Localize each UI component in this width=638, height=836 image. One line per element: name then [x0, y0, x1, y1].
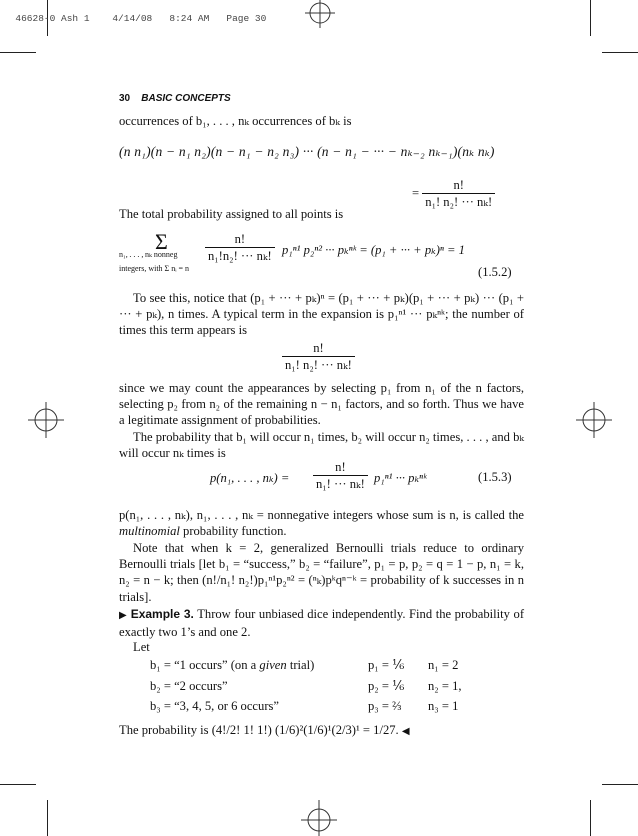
multinomial-rhs: p₁ⁿ¹ ··· pₖⁿᵏ [374, 471, 427, 485]
typical-denominator: n₁! n₂! ··· nₖ! [285, 358, 352, 372]
end-of-example-icon: ◀ [401, 726, 410, 737]
typical-term-fraction [282, 341, 355, 373]
row-2-event: b₂ = “2 occurs” [150, 679, 228, 693]
slug-page: Page 30 [226, 13, 267, 24]
multinomial-fraction [313, 460, 368, 492]
print-slug [4, 2, 266, 24]
example-label: Example 3. [130, 607, 194, 621]
equation-number-153: (1.5.3) [478, 470, 512, 484]
section-title: BASIC CONCEPTS [141, 93, 231, 104]
final-probability-line [119, 722, 524, 740]
page-number: 30 [119, 93, 131, 104]
example-3 [119, 606, 524, 640]
binomial-product-result: = $\frac{n!}{\text{n₁! n₂! ··· nₖ!}}$ [412, 178, 495, 210]
row-1-count: n₁ = 2 [428, 658, 459, 672]
registration-mark-bottom [301, 800, 337, 836]
row-3-event: b₃ = “3, 4, 5, or 6 occurs” [150, 699, 279, 713]
row-2-count: n₂ = 1, [428, 679, 462, 693]
example-let: Let [133, 640, 150, 654]
slug-date: 4/14/08 [112, 13, 153, 24]
multinomial-denominator: n₁! ··· nₖ! [316, 477, 365, 491]
crop-mark-bottom-left-v [47, 800, 48, 836]
registration-mark-left [28, 402, 64, 438]
example-arrow-icon: ▶ [119, 610, 128, 621]
multinomial-lhs: p(n₁, . . . , nₖ) = [210, 471, 290, 485]
row-3-prob: p₃ = ⅔ [368, 699, 402, 713]
registration-mark-right [576, 402, 612, 438]
paragraph-total-probability: The total probability assigned to all points is [119, 207, 344, 221]
sum-rhs: p₁ⁿ¹ p₂ⁿ² ··· pₖⁿᵏ = (p₁ + ··· + pₖ)ⁿ = 1 [282, 243, 465, 257]
running-head [119, 93, 231, 104]
slug-time: 8:24 AM [169, 13, 210, 24]
paragraph-occurrences: occurrences of b₁, . . . , nₖ occurrences of bₖ is [119, 114, 352, 128]
sum-denominator: n₁!n₂! ··· nₖ! [208, 249, 272, 263]
paragraph-note-bernoulli: Note that when k = 2, generalized Bernoulli trials reduce to ordinary Bernoulli trials [let b₁ = “success,” b₂ = “failure”, p₁ = p, p₂ = q = 1 − p, n₁ = k, n₂ = n − k; then (n!/n₁! n₂!)p₁ⁿ¹p₂ⁿ² = (ⁿₖ)pᵏqⁿ⁻ᵏ = probability of k successes in n trials]. [119, 541, 524, 604]
sum-fraction [205, 232, 275, 264]
p6-text-a: p(n₁, . . . , nₖ), n₁, . . . , nₖ = nonnegative integers whose sum is n, is called the [119, 508, 524, 522]
registration-mark-top [303, 0, 337, 30]
sum-subscript-1: n₁, . . . , nₖ nonneg [119, 250, 178, 259]
crop-mark-right-h-bottom [602, 784, 638, 785]
example-row-2 [150, 678, 530, 694]
crop-mark-right-h-top [602, 52, 638, 53]
paragraph-since-we-may: since we may count the appearances by selecting p₁ from n₁ of the n factors, selecting p₂ from n₂ of the remaining n − n₁ factors, and so forth. Thus we have a legitimate assignment of probabilities. [119, 381, 524, 428]
p6-emphasis: multinomial [119, 524, 180, 539]
row-1-prob: p₁ = ⅙ [368, 658, 405, 672]
sum-subscript-2: integers, with Σ nᵢ = n [119, 264, 190, 273]
multinomial-numerator: n! [313, 460, 368, 476]
paragraph-to-see-this: To see this, notice that (p₁ + ··· + pₖ)ⁿ = (p₁ + ··· + pₖ)(p₁ + ··· + pₖ) ··· (p₁ + ··· + pₖ), n times. A typical term in the expansion is p₁ⁿ¹ ··· pₖⁿᵏ; the number of times this term appears is [119, 291, 524, 338]
example-row-1 [150, 657, 530, 673]
final-text: The probability is (4!/2! 1! 1!) (1/6)²(1/6)¹(2/3)¹ = 1/27. [119, 723, 399, 737]
crop-mark-bottom-right-v [590, 800, 591, 836]
row-3-count: n₃ = 1 [428, 699, 459, 713]
sum-symbol: Σ [155, 229, 168, 254]
sum-numerator: n! [205, 232, 275, 248]
slug-file: 46628-0 Ash 1 [15, 13, 90, 24]
example-text: Throw four unbiased dice independently. Find the probability of exactly two 1’s and one 2. [119, 607, 525, 640]
typical-numerator: n! [282, 341, 355, 357]
result-numerator: n! [422, 178, 495, 194]
example-row-3 [150, 699, 530, 714]
equation-number-152: (1.5.2) [478, 265, 512, 279]
p6-text-b: probability function. [179, 524, 287, 539]
crop-mark-left-h-bottom [0, 784, 36, 785]
crop-mark-top-right-v [590, 0, 591, 36]
paragraph-multinomial-definition [119, 507, 524, 539]
crop-mark-left-h-top [0, 52, 36, 53]
row-1-event: b₁ = “1 occurs” (on a given trial) [150, 658, 315, 672]
row-2-prob: p₂ = ⅙ [368, 679, 405, 693]
paragraph-probability-occur: The probability that b₁ will occur n₁ times, b₂ will occur n₂ times, . . . , and bₖ will occur nₖ times is [119, 430, 524, 461]
binomial-product-equation: (n n₁)(n − n₁ n₂)(n − n₁ − n₂ n₃) ··· (n − n₁ − ··· − nₖ₋₂ nₖ₋₁)(nₖ nₖ) [119, 144, 495, 159]
result-denominator: n₁! n₂! ··· nₖ! [425, 195, 493, 209]
